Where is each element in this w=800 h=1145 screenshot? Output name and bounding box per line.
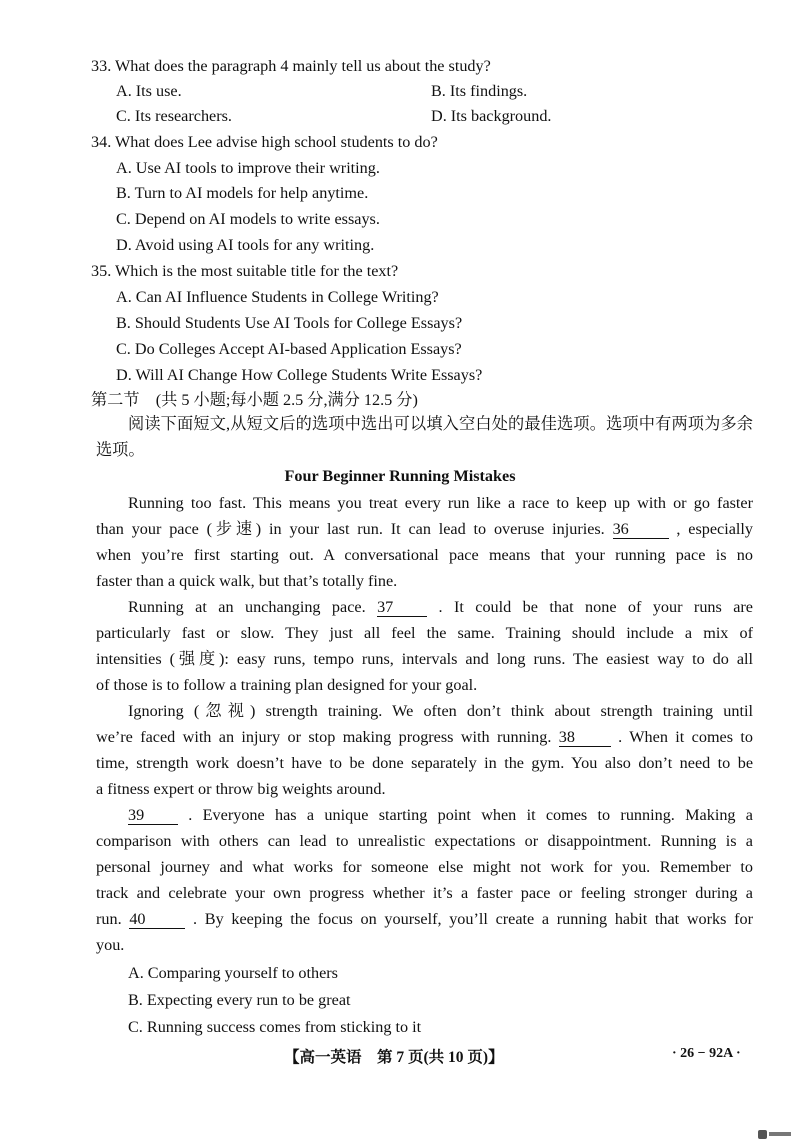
q35-option-b: B. Should Students Use AI Tools for College Essays? bbox=[116, 314, 463, 332]
blank-38: 38 bbox=[559, 729, 611, 747]
question-33-stem: 33. What does the paragraph 4 mainly tell us about the study? bbox=[91, 57, 491, 75]
paragraph-3-line: time, strength work doesn’t have to be done separately in the gym. You also don’t need to be bbox=[96, 754, 753, 772]
q35-option-d: D. Will AI Change How College Students Write Essays? bbox=[116, 366, 483, 384]
paragraph-2-line: intensities (强度): easy runs, tempo runs, intervals and long runs. The easiest way to do all bbox=[96, 650, 753, 668]
paragraph-1-line: when you’re first starting out. A conversational pace means that your running pace is no bbox=[96, 546, 753, 564]
blank-40: 40 bbox=[129, 911, 185, 929]
section-instruction: 阅读下面短文,从短文后的选项中选出可以填入空白处的最佳选项。选项中有两项为多余 bbox=[128, 415, 753, 433]
choice-option-c: C. Running success comes from sticking to it bbox=[128, 1018, 422, 1036]
paragraph-1-line: faster than a quick walk, but that’s totally fine. bbox=[96, 572, 398, 590]
paragraph-4-line: track and celebrate your own progress whether it’s a faster pace or feeling stronger during a bbox=[96, 884, 753, 902]
section-header: 第二节 (共 5 小题;每小题 2.5 分,满分 12.5 分) bbox=[91, 391, 418, 409]
paragraph-2-line: of those is to follow a training plan designed for your goal. bbox=[96, 676, 478, 694]
q33-option-a: A. Its use. bbox=[116, 82, 182, 100]
paragraph-4-line: 39 . Everyone has a unique starting point when it comes to running. Making a bbox=[128, 806, 753, 824]
q33-option-d: D. Its background. bbox=[431, 107, 552, 125]
choice-option-a: A. Comparing yourself to others bbox=[128, 964, 338, 982]
paragraph-4-line: personal journey and what works for someone else might not work for you. Remember to bbox=[96, 858, 753, 876]
paragraph-3-line: a fitness expert or throw big weights around. bbox=[96, 780, 386, 798]
choice-option-b: B. Expecting every run to be great bbox=[128, 991, 351, 1009]
paragraph-4-line: run. 40 . By keeping the focus on yourself, you’ll create a running habit that works for bbox=[96, 910, 754, 928]
q34-option-d: D. Avoid using AI tools for any writing. bbox=[116, 236, 375, 254]
q33-option-c: C. Its researchers. bbox=[116, 107, 232, 125]
q34-option-c: C. Depend on AI models to write essays. bbox=[116, 210, 380, 228]
blank-36: 36 bbox=[613, 521, 669, 539]
watermark-logo-icon bbox=[758, 1128, 794, 1140]
blank-37: 37 bbox=[377, 599, 427, 617]
paragraph-4-line: you. bbox=[96, 936, 125, 954]
paragraph-3-line: we’re faced with an injury or stop making progress with running. 38 . When it comes to bbox=[96, 728, 753, 746]
q34-option-b: B. Turn to AI models for help anytime. bbox=[116, 184, 369, 202]
question-34-stem: 34. What does Lee advise high school students to do? bbox=[91, 133, 438, 151]
watermark-bar-icon bbox=[769, 1132, 791, 1136]
paragraph-1-line: than your pace (步速) in your last run. It can lead to overuse injuries. 36 , especially bbox=[96, 520, 754, 538]
paragraph-1-line: Running too fast. This means you treat every run like a race to keep up with or go faster bbox=[128, 494, 753, 512]
q35-option-c: C. Do Colleges Accept AI-based Application Essays? bbox=[116, 340, 462, 358]
watermark-square-icon bbox=[758, 1130, 767, 1139]
blank-39: 39 bbox=[128, 807, 178, 825]
paper-code: · 26 − 92A · bbox=[672, 1046, 741, 1061]
q35-option-a: A. Can AI Influence Students in College Writing? bbox=[116, 288, 439, 306]
q33-option-b: B. Its findings. bbox=[431, 82, 528, 100]
passage-title: Four Beginner Running Mistakes bbox=[284, 467, 516, 485]
paragraph-4-line: comparison with others can lead to unrealistic expectations or disappointment. Running is a bbox=[96, 832, 753, 850]
question-35-stem: 35. Which is the most suitable title for the text? bbox=[91, 262, 399, 280]
paragraph-2-line: Running at an unchanging pace. 37 . It could be that none of your runs are bbox=[128, 598, 753, 616]
q34-option-a: A. Use AI tools to improve their writing. bbox=[116, 159, 380, 177]
page-footer-label: 【高一英语 第 7 页(共 10 页)】 bbox=[284, 1049, 504, 1066]
paragraph-3-line: Ignoring (忽视) strength training. We often don’t think about strength training until bbox=[128, 702, 753, 720]
section-instruction-cont: 选项。 bbox=[96, 441, 145, 459]
paragraph-2-line: particularly fast or slow. They just all feel the same. Training should include a mix of bbox=[96, 624, 753, 642]
